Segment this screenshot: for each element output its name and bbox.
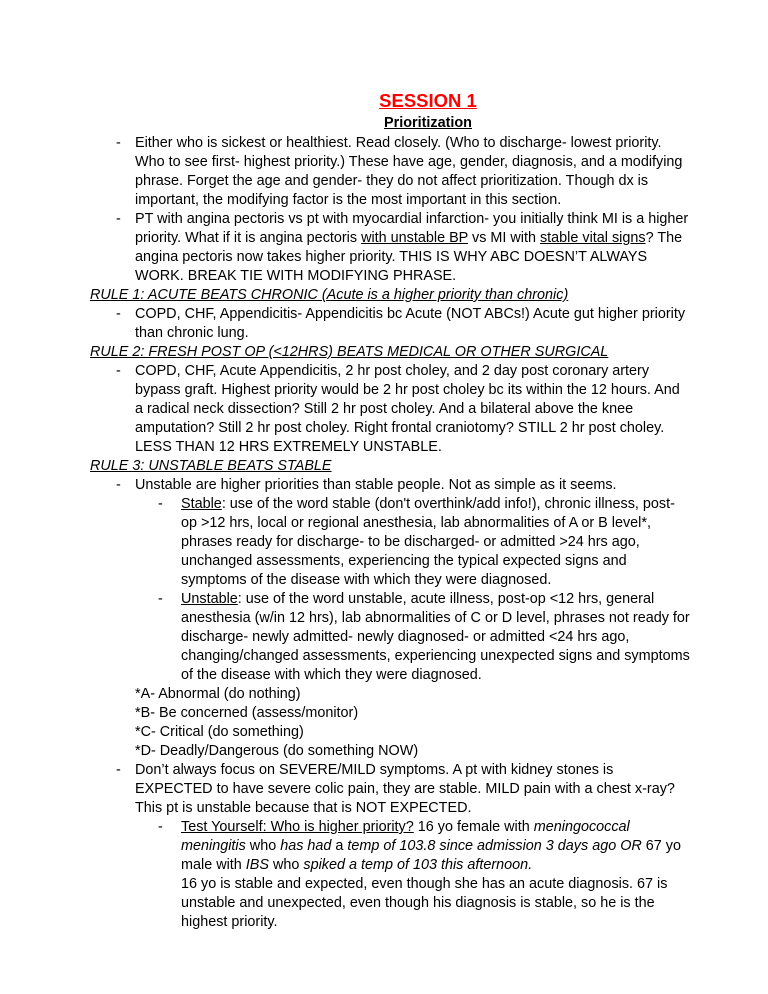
lab-grade-a: *A- Abnormal (do nothing) — [135, 686, 301, 702]
test-answer: 16 yo is stable and expected, even though she has an acute diagnosis. 67 is unstable and unexpected, even though his diagnosis is stable, so he is the highest priority. — [181, 876, 668, 930]
document-page — [90, 84, 690, 932]
rule-3-heading: RULE 3: UNSTABLE BEATS STABLE — [90, 458, 332, 474]
lab-grade-b: *B- Be concerned (assess/monitor) — [135, 705, 359, 721]
test-yourself: - Test Yourself: Who is higher priority? 16 yo female with meningococcal meningitis who has had a temp of 103.8 since admission 3 days ago OR 67 yo male with IBS who spiked a temp of 103 this afternoon. 16 yo is stable and expected, even though she has an acute diagnosis. 67 is unstable and unexpected, even though his diagnosis is stable, so he is the highest priority. — [90, 818, 690, 932]
section-subtitle: Prioritization — [384, 115, 472, 131]
rule-2-bullet: - COPD, CHF, Acute Appendicitis, 2 hr post choley, and 2 day post coronary artery bypass graft. Highest priority would be 2 hr post choley bc its within the 12 hours. And a radical neck dissection? Still 2 hr post choley. And a bilateral above the knee amputation? Still 2 hr post choley. Right frontal craniotomy? STILL 2 hr post choley. LESS THAN 12 HRS EXTREMELY UNSTABLE. — [116, 363, 680, 455]
rule-3-bullet-2: - Don’t always focus on SEVERE/MILD symptoms. A pt with kidney stones is EXPECTED to have severe colic pain, they are stable. MILD pain with a chest x-ray? This pt is unstable because that is NOT EXPECTED. — [116, 762, 675, 816]
rule-1-bullet: - COPD, CHF, Appendicitis- Appendicitis bc Acute (NOT ABCs!) Acute gut higher priority than chronic lung. — [116, 306, 686, 341]
session-title: SESSION 1 — [379, 90, 477, 111]
rule-3-bullet-1: - Unstable are higher priorities than stable people. Not as simple as it seems. — [116, 477, 617, 493]
lab-grade-d: *D- Deadly/Dangerous (do something NOW) — [135, 743, 419, 759]
rule-1-heading: RULE 1: ACUTE BEATS CHRONIC (Acute is a higher priority than chronic) — [90, 287, 569, 303]
lab-grade-c: *C- Critical (do something) — [135, 724, 304, 740]
rule-2-heading: RULE 2: FRESH POST OP (<12HRS) BEATS MEDICAL OR OTHER SURGICAL — [90, 344, 609, 360]
unstable-definition: - Unstable: use of the word unstable, acute illness, post-op <12 hrs, general anesthesia (w/in 12 hrs), lab abnormalities of C or D level, phrases not ready for discharge- newly admitted- newly diagnosed- or admitted <24 hrs ago, changing/changed assessments, experiencing unexpected signs and symptoms of the disease with which they were diagnosed. — [158, 591, 690, 683]
intro-bullet-2: - PT with angina pectoris vs pt with myocardial infarction- you initially think MI is a higher priority. What if it is angina pectoris with unstable BP vs MI with stable vital signs? The angina pectoris now takes higher priority. THIS IS WHY ABC DOESN’T ALWAYS WORK. BREAK TIE WITH MODIFYING PHRASE. — [116, 211, 689, 284]
stable-definition: - Stable: use of the word stable (don't overthink/add info!), chronic illness, post-op >12 hrs, local or regional anesthesia, lab abnormalities of A or B level*, phrases ready for discharge- to be discharged- or admitted >24 hrs ago, unchanged assessments, experiencing the typical expected signs and symptoms of the disease with which they were diagnosed. — [158, 496, 675, 588]
intro-bullet-1: - Either who is sickest or healthiest. Read closely. (Who to discharge- lowest priority. Who to see first- highest priority.) These have age, gender, diagnosis, and a modifying phrase. Forget the age and gender- they do not affect prioritization. Though dx is important, the modifying factor is the most important in this section. — [116, 135, 683, 208]
